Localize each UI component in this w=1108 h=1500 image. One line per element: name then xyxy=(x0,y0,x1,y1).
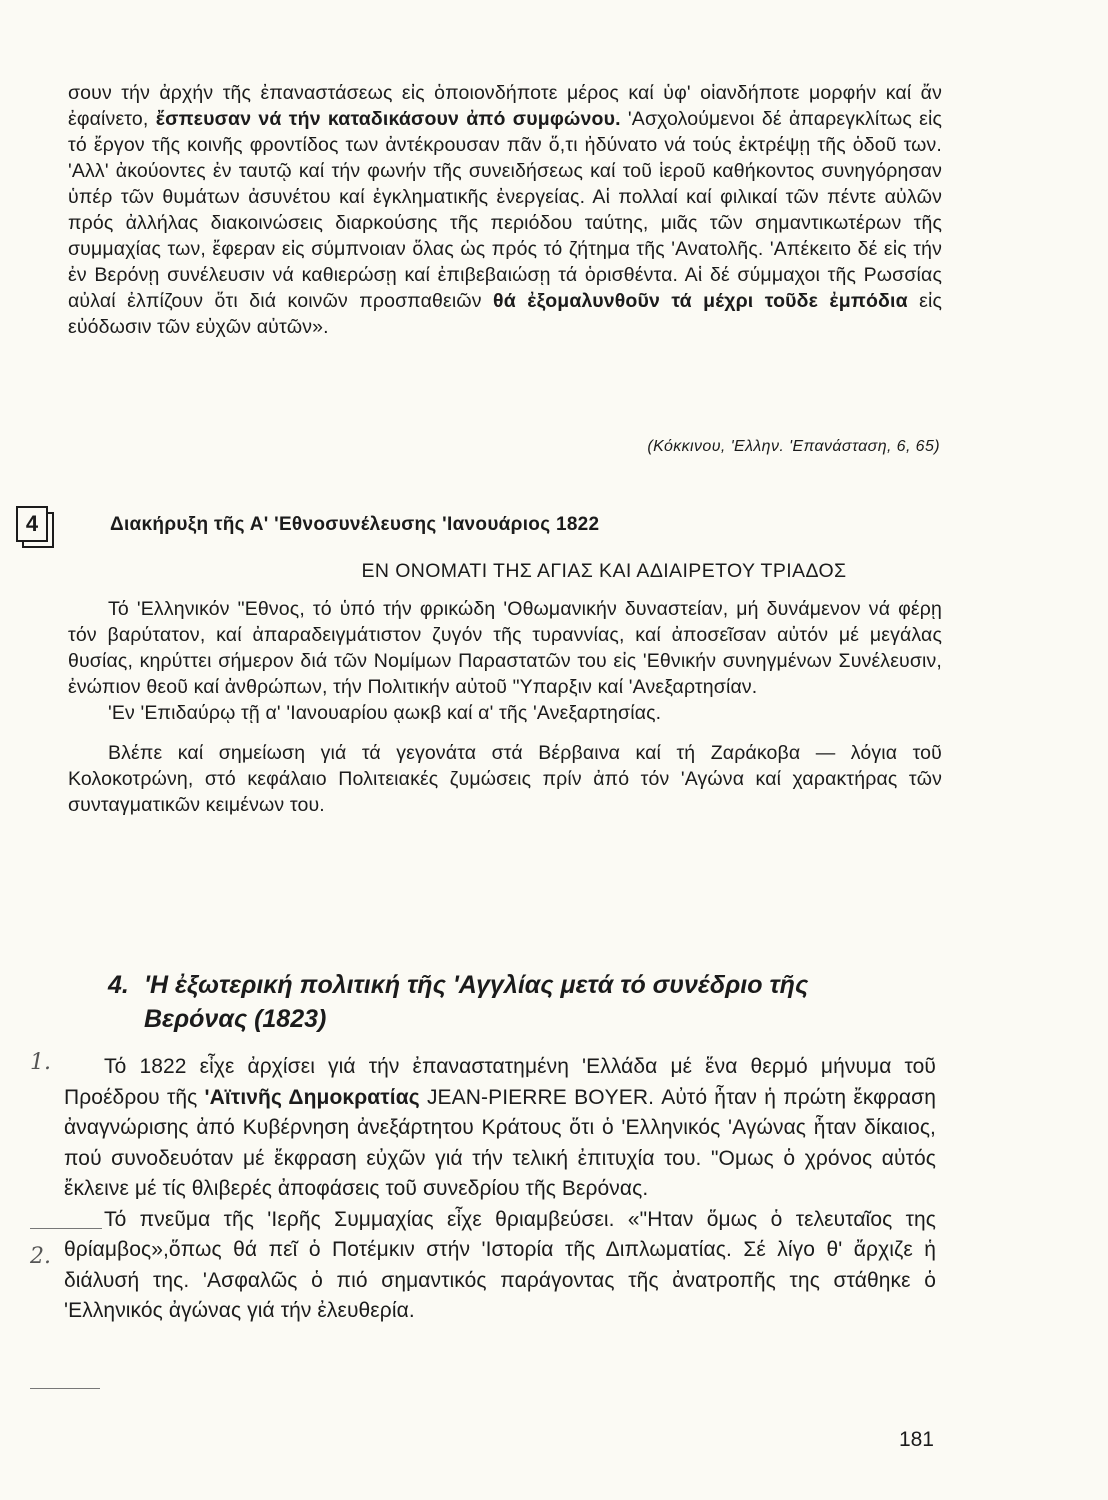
citation: (Κόκκινου, 'Ελλην. 'Επανάσταση, 6, 65) xyxy=(647,438,940,455)
document-heading: ΕΝ ΟΝΟΜΑΤΙ ΤΗΣ ΑΓΙΑΣ ΚΑΙ ΑΔΙΑΙΡΕΤΟΥ ΤΡΙΑΔΟΣ xyxy=(361,560,847,582)
document-paragraph: Τό 'Ελληνικόν "Εθνος, τό ὑπό τήν φρικώδη 'Οθωμανικήν δυναστείαν, μή δυνάμενον νά φέρῃ τόν βαρύτατον, καί ἀπαραδειγμάτιστον ζυγόν τῆς τυραννίας, καί ἀποσεῖσαν αὐτόν μέ μεγάλας θυσίας, κηρύττει σήμερον διά τῶν Νομίμων Παραστατῶν του εἰς 'Εθνικήν συνηγμένων Συνέλευσιν, ἐνώπιον θεοῦ καί ἀνθρώπων, τήν Πολιτικήν αὐτοῦ "Υπαρξιν καί 'Ανεξαρτησίαν. xyxy=(68,598,942,698)
pencil-mark xyxy=(30,1388,100,1389)
top-passage-text: σουν τήν ἀρχήν τῆς ἐπαναστάσεως εἰς ὁποιονδήποτε μέρος καί ὑφ' οἱανδήποτε μορφήν καί ἄν ἐφαίνετο, ἔσπευσαν νά τήν καταδικάσουν ἀπό συμφώνου. 'Ασχολούμενοι δέ ἀπαρεγκλίτως εἰς τό ἔργον τῆς κοινῆς φροντίδος των ἀντέκρουσαν πᾶν ὅ,τι ἠδύνατο νά τούς ἐκτρέψῃ τῆς ὁδοῦ των. 'Αλλ' ἀκούοντες ἐν ταυτῷ καί τήν φωνήν τῆς συνειδήσεως καί τοῦ ἱεροῦ καθήκοντος συνηγόρησαν ὑπέρ τῶν θυμάτων ἀσυνέτου καί ἐγκληματικῆς ἐνεργείας. Αἱ πολλαί καί φιλικαί τῶν πέντε αὐλῶν πρός ἀλλήλας διακοινώσεις διαρκούσης τῆς περιόδου ταύτης, μιᾶς τῶν σημαντικωτέρων τῆς συμμαχίας των, ἔφεραν εἰς σύμπνοιαν ὅλας ὡς πρός τό ζήτημα τῆς 'Ανατολῆς. 'Απέκειτο δέ εἰς τήν ἐν Βερόνῃ συνέλευσιν νά καθιερώσῃ καί ἐπιβεβαιώσῃ τά ὁρισθέντα. Αἱ δέ σύμμαχοι τῆς Ρωσσίας αὐλαί ἐλπίζουν ὅτι διά κοινῶν προσπαθειῶν θά ἐξομαλυνθοῦν τά μέχρι τοῦδε ἐμπόδια εἰς εὐόδωσιν τῶν εὐχῶν αὐτῶν». xyxy=(68,82,943,338)
page-number: 181 xyxy=(898,1428,934,1451)
emphasis-text: ἔσπευσαν νά τήν καταδικάσουν ἀπό συμφώνου. xyxy=(155,108,621,130)
section-number: 4. xyxy=(108,971,129,999)
document-body xyxy=(68,596,942,818)
section-heading xyxy=(108,968,948,1036)
pencil-mark xyxy=(30,1228,102,1229)
document-note: Βλέπε καί σημείωση γιά τά γεγονάτα στά Βέρβαινα καί τή Ζαράκοβα — λόγια τοῦ Κολοκοτρώνη, στό κεφάλαιο Πολιτειακές ζυμώσεις πρίν ἀπό τόν 'Αγώνα καί χαρακτήρας τῶν συνταγματικῶν κειμένων του. xyxy=(68,742,942,816)
emphasis-text: 'Αϊτινῆς Δημοκρατίας xyxy=(204,1085,420,1109)
margin-annotation: 2. xyxy=(30,1244,51,1269)
document-paragraph: 'Εν 'Επιδαύρῳ τῇ α' 'Ιανουαρίου ᾳωκβ καί α' τῆς 'Ανεξαρτησίας. xyxy=(108,702,662,724)
section-paragraph-2: Τό πνεῦμα τῆς 'Ιερῆς Συμμαχίας εἶχε θριαμβεύσει. «"Ηταν ὅμως ὁ τελευταῖος της θρίαμβος»,ὅπως θά πεῖ ὁ Ποτέμκιν στήν 'Ιστορία τῆς Διπλωματίας. Σέ λίγο θ' ἄρχιζε ἡ διάλυσή της. 'Ασφαλῶς ὁ πιό σημαντικός παράγοντας τῆς ἀνατροπῆς της στάθηκε ὁ 'Ελληνικός ἀγώνας γιά τήν ἐλευθερία. xyxy=(64,1207,936,1322)
document-number-box: 4 xyxy=(16,506,48,542)
section-paragraph-1: Τό 1822 εἶχε ἀρχίσει γιά τήν ἐπαναστατημένη 'Ελλάδα μέ ἕνα θερμό μήνυμα τοῦ Προέδρου τῆς 'Αϊτινῆς Δημοκρατίας JEAN-PIERRE BOYER. Αὐτό ἦταν ἡ πρώτη ἔκφραση ἀναγνώρισης ἀπό Κυβέρνηση ἀνεξάρτητου Κράτους ὅτι ὁ 'Ελληνικός 'Αγώνας ἦταν δίκαιος, πού συνοδευόταν μέ ἔκφραση εὐχῶν γιά τήν τελική ἐπιτυχία του. "Ομως ὁ χρόνος αὐτός ἔκλεινε μέ τίς θλιβερές ἀποφάσεις τοῦ συνεδρίου τῆς Βερόνας. xyxy=(64,1055,937,1200)
section-title-line1: 'Η ἐξωτερική πολιτική τῆς 'Αγγλίας μετά τό συνέδριο τῆς xyxy=(144,971,809,999)
section-body xyxy=(64,1052,936,1327)
emphasis-text: θά ἐξομαλυνθοῦν τά μέχρι τοῦδε ἐμπόδια xyxy=(493,290,908,312)
document-title: Διακήρυξη τῆς Α' 'Εθνοσυνέλευσης 'Ιανουάριος 1822 xyxy=(110,514,600,535)
section-title-line2: Βερόνας (1823) xyxy=(144,1005,327,1033)
top-passage xyxy=(68,80,942,340)
margin-annotation: 1. xyxy=(30,1050,51,1075)
